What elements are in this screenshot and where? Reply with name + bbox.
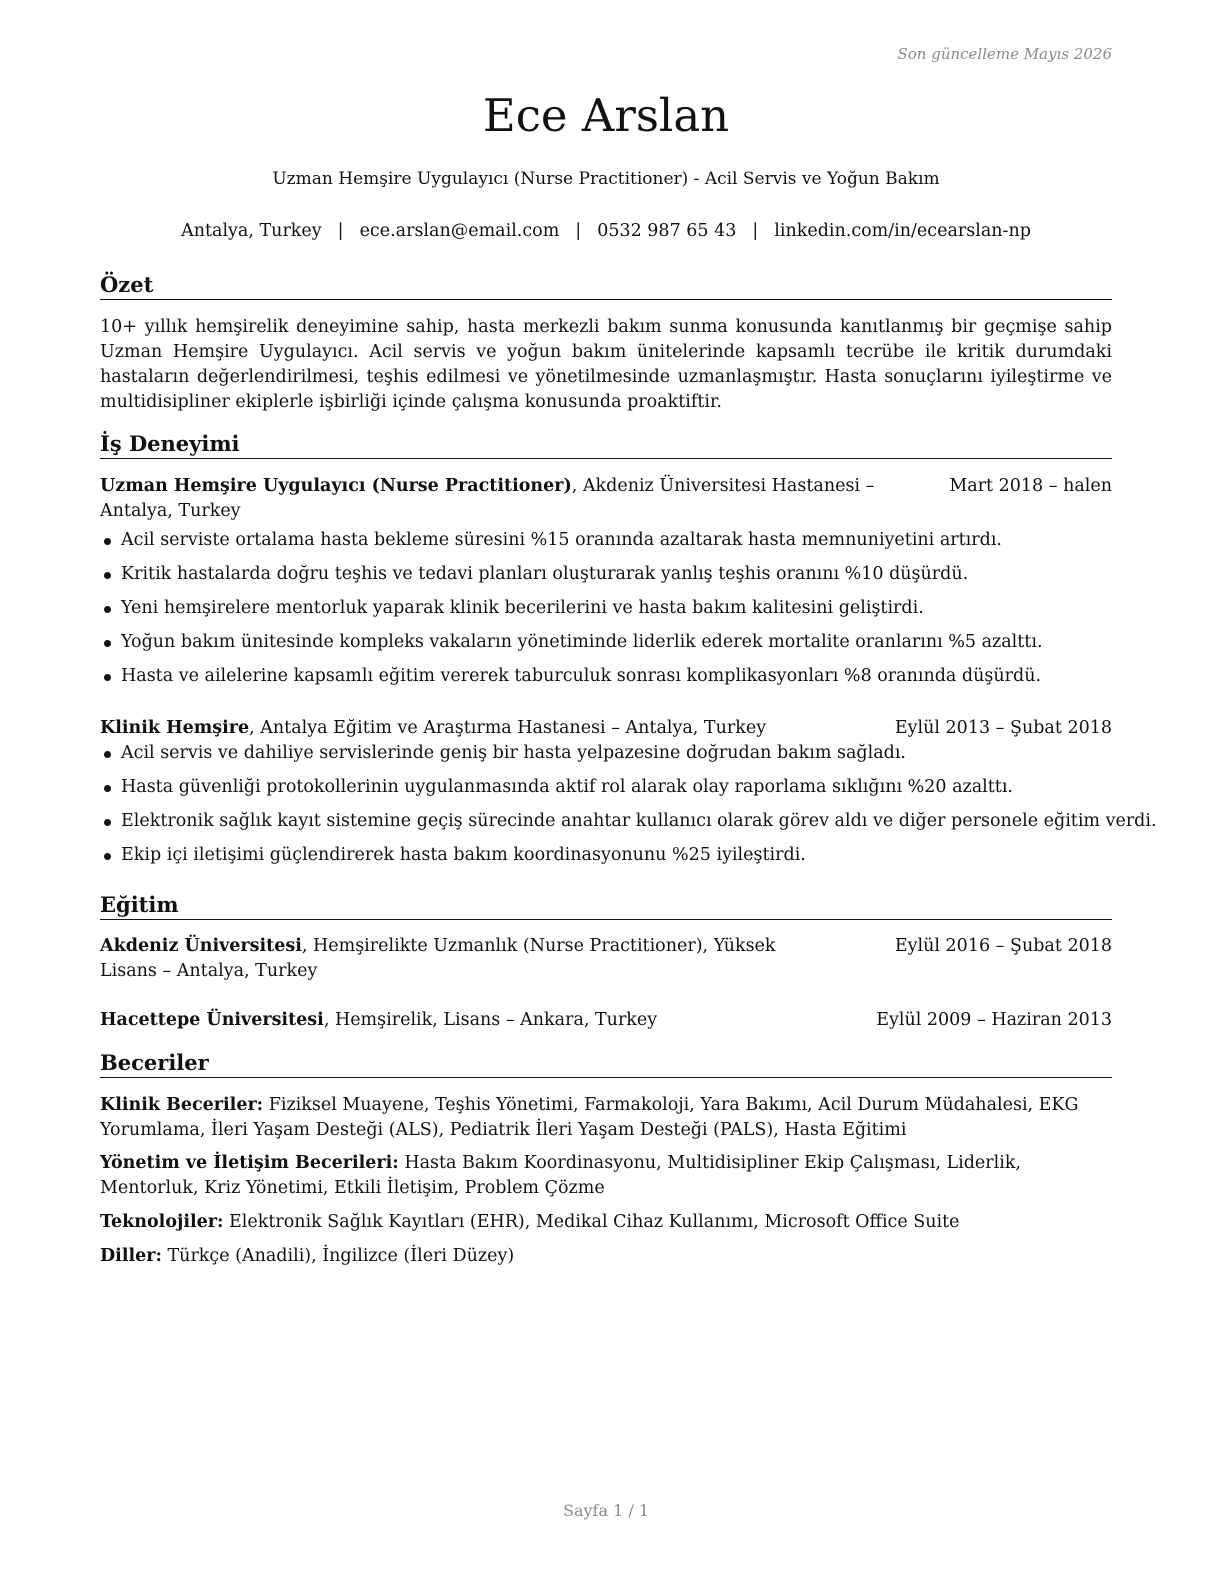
job-bullets <box>100 741 1157 868</box>
bullet-item: Acil serviste ortalama hasta bekleme süresini %15 oranında azaltarak hasta memnuniyetini artırdı. <box>100 528 1112 553</box>
candidate-name: Ece Arslan <box>482 89 730 142</box>
education-entry <box>100 934 1112 984</box>
bullet-item: Elektronik sağlık kayıt sistemine geçiş sürecinde anahtar kullanıcı olarak görev aldı ve diğer personele eğitim verdi. <box>100 809 1112 834</box>
bullet-item: Hasta güvenliği protokollerinin uygulanmasında aktif rol alarak olay raporlama sıklığını %20 azalttı. <box>100 775 1112 800</box>
section-title-education: Eğitim <box>100 892 1112 920</box>
contact-separator: | <box>752 221 759 241</box>
bullet-item: Hasta ve ailelerine kapsamlı eğitim vererek taburculuk sonrası komplikasyonları %8 oranında düşürdü. <box>100 664 1112 689</box>
job-entry <box>100 474 1112 698</box>
bullet-item: Kritik hastalarda doğru teşhis ve tedavi planları oluşturarak yanlış teşhis oranını %10 düşürdü. <box>100 562 1112 587</box>
school-name: Hacettepe Üniversitesi <box>100 1010 324 1030</box>
skill-group-languages <box>100 1244 1112 1269</box>
skill-label: Diller: <box>100 1246 162 1266</box>
contact-line <box>100 219 1112 243</box>
job-bullets <box>100 528 1112 689</box>
school-name: Akdeniz Üniversitesi <box>100 936 302 956</box>
contact-location: Antalya, Turkey <box>181 221 322 241</box>
bullet-icon <box>104 751 111 758</box>
last-updated: Son güncelleme Mayıs 2026 <box>897 45 1112 63</box>
contact-linkedin[interactable]: linkedin.com/in/ecearslan-np <box>774 221 1031 241</box>
summary-text: 10+ yıllık hemşirelik deneyimine sahip, hasta merkezli bakım sunma konusunda kanıtlanmış bir geçmişe sahip Uzman Hemşire Uygulayıcı. Acil servis ve yoğun bakım ünitelerinde kapsamlı tecrübe ile kritik durumdaki hastaların değerlendirilmesi, teşhis edilmesi ve yönetilmesinde uzmanlaşmıştır. Hasta sonuçlarını iyileştirme ve multidisipliner ekiplerle işbirliği içinde çalışma konusunda proaktiftir. <box>100 317 1112 412</box>
skill-text: Türkçe (Anadili), İngilizce (İleri Düzey) <box>161 1246 515 1266</box>
skill-group-technologies <box>100 1210 1112 1235</box>
resume-page <box>100 0 1157 1584</box>
education-dates: Eylül 2009 – Haziran 2013 <box>876 1010 1112 1030</box>
skill-group-management <box>100 1151 1112 1201</box>
section-title-skills: Beceriler <box>100 1050 1112 1078</box>
section-title-experience: İş Deneyimi <box>100 431 1112 459</box>
job-employer: , Akdeniz Üniversitesi Hastanesi – Antalya, Turkey <box>100 476 875 521</box>
bullet-icon <box>104 606 111 613</box>
job-employer: , Antalya Eğitim ve Araştırma Hastanesi – Antalya, Turkey <box>249 718 767 738</box>
contact-phone[interactable]: 0532 987 65 43 <box>597 221 737 241</box>
skill-text: Fiziksel Muayene, Teşhis Yönetimi, Farmakoloji, Yara Bakımı, Acil Durum Müdahalesi, EKG Yorumlama, İleri Yaşam Desteği (ALS), Pediatrik İleri Yaşam Desteği (PALS), Hasta Eğitimi <box>100 1095 1079 1140</box>
skill-text: Hasta Bakım Koordinasyonu, Multidisipliner Ekip Çalışması, Liderlik, Mentorluk, Kriz Yönetimi, Etkili İletişim, Problem Çözme <box>100 1153 1021 1198</box>
bullet-item: Ekip içi iletişimi güçlendirerek hasta bakım koordinasyonunu %25 iyileştirdi. <box>100 843 1112 868</box>
job-role: Klinik Hemşire <box>100 718 250 738</box>
job-role: Uzman Hemşire Uygulayıcı (Nurse Practitioner) <box>100 476 572 496</box>
skill-text: Elektronik Sağlık Kayıtları (EHR), Medikal Cihaz Kullanımı, Microsoft Office Suite <box>223 1212 960 1232</box>
bullet-item: Acil servis ve dahiliye servislerinde geniş bir hasta yelpazesine doğrudan bakım sağladı. <box>100 741 1112 766</box>
contact-email[interactable]: ece.arslan@email.com <box>359 221 560 241</box>
bullet-icon <box>104 785 111 792</box>
skill-label: Yönetim ve İletişim Becerileri: <box>100 1153 399 1173</box>
page-number: Sayfa 1 / 1 <box>562 1501 649 1520</box>
section-title-summary: Özet <box>100 272 1112 300</box>
bullet-icon <box>104 674 111 681</box>
bullet-icon <box>104 640 111 647</box>
skill-label: Teknolojiler: <box>100 1212 224 1232</box>
education-dates: Eylül 2016 – Şubat 2018 <box>894 936 1112 956</box>
job-dates: Eylül 2013 – Şubat 2018 <box>894 718 1112 738</box>
bullet-item: Yeni hemşirelere mentorluk yaparak klinik becerilerini ve hasta bakım kalitesini geliştirdi. <box>100 596 1112 621</box>
bullet-icon <box>104 853 111 860</box>
bullet-icon <box>104 572 111 579</box>
bullet-icon <box>104 538 111 545</box>
degree-info: , Hemşirelikte Uzmanlık (Nurse Practitioner), Yüksek Lisans – Antalya, Turkey <box>100 936 776 981</box>
skill-group-clinical <box>100 1093 1112 1143</box>
education-entry <box>100 1008 1112 1033</box>
degree-info: , Hemşirelik, Lisans – Ankara, Turkey <box>323 1010 658 1030</box>
bullet-item: Yoğun bakım ünitesinde kompleks vakaların yönetiminde liderlik ederek mortalite oranlarını %5 azalttı. <box>100 630 1112 655</box>
skill-label: Klinik Beceriler: <box>100 1095 264 1115</box>
contact-separator: | <box>337 221 344 241</box>
contact-separator: | <box>575 221 582 241</box>
job-entry <box>100 716 1157 877</box>
bullet-icon <box>104 819 111 826</box>
job-dates: Mart 2018 – halen <box>949 476 1112 496</box>
headline: Uzman Hemşire Uygulayıcı (Nurse Practitioner) - Acil Servis ve Yoğun Bakım <box>272 169 940 189</box>
